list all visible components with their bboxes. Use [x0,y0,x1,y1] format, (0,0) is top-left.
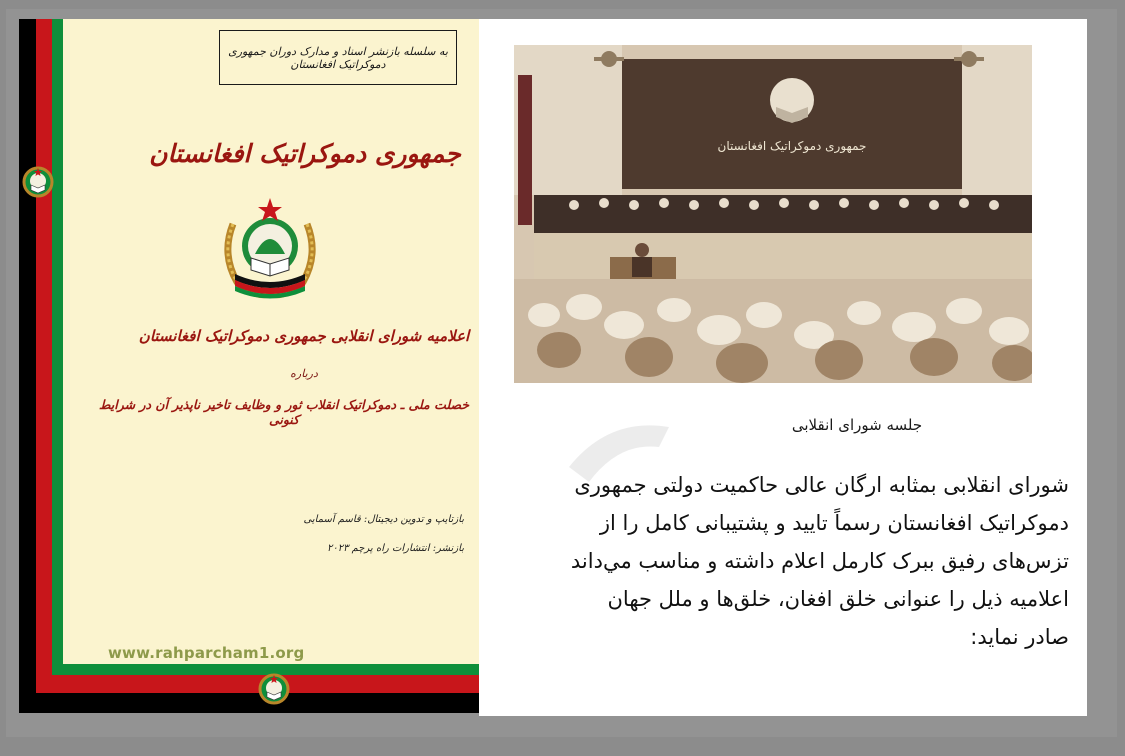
body-line: دموکراتیک افغانستان رسماً تایید و پشتیبانی کامل را از [599,511,1069,535]
revolutionary-council-photo [514,45,1032,383]
small-emblem-icon [22,166,54,198]
document-page [479,19,1087,716]
body-line: تزس‌های رفیق ببرک کارمل اعلام داشته و مناسب مي‌داند [570,549,1069,573]
series-label: به سلسله بازنشر اسناد و مدارک دوران جمهوری دموکراتیک افغانستان [219,30,457,85]
body-line: صادر نماید: [970,625,1069,649]
dra-state-emblem-icon [215,194,325,304]
flag-band-black [19,693,479,713]
about-label: درباره [290,367,318,380]
document-body [479,466,1069,656]
small-emblem-icon [258,673,290,705]
book-cover [19,19,479,713]
declaration-title: اعلامیه شورای انقلابی جمهوری دموکراتیک افغانستان [138,327,470,345]
body-line: اعلامیه ذیل را عنوانی خلق افغان، خلق‌ها و ملل جهان [607,587,1069,611]
photo-caption: جلسه شورای انقلابی [791,416,923,434]
body-line: شورای انقلابی بمثابه ارگان عالی حاکمیت دولتی جمهوری [574,473,1069,497]
website-link[interactable]: www.rahparcham1.org [108,644,305,662]
cover-title: جمهوری دموکراتیک افغانستان [149,139,461,168]
credit-editor: بازتایپ و تدوین دیجیتال: قاسم آسمایی [303,514,464,525]
flag-stripe-green [52,19,63,713]
subject-title: خصلت ملی ـ دموکراتیک انقلاب ثور و وظایف تاخیر ناپذیر آن در شرایط کنونی [98,397,470,427]
credit-publisher: بازنشر: انتشارات راه پرچم ۲۰۲۳ [326,543,464,554]
photo-banner-text: جمهوری دموکراتیک افغانستان [717,139,867,153]
flag-stripe-red [36,19,52,713]
